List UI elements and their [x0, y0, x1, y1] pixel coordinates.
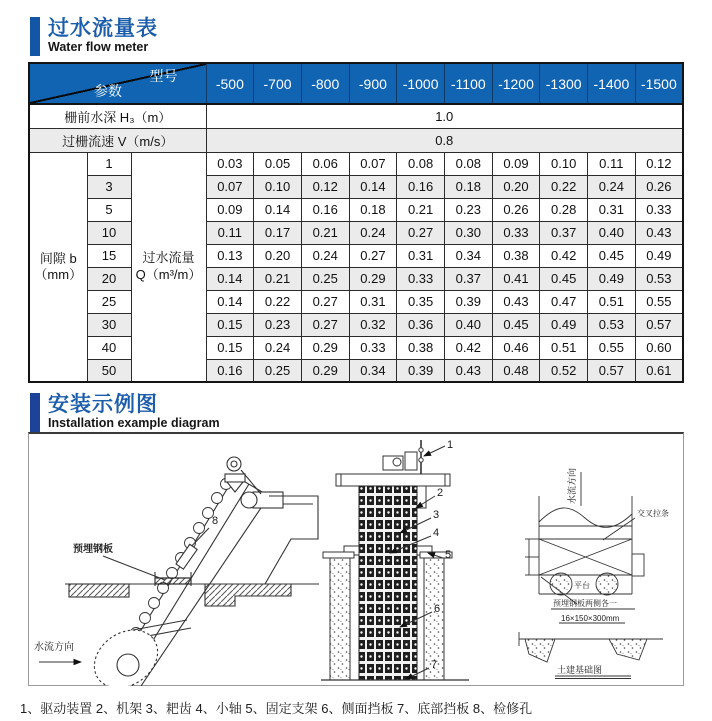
foundation-label: 土建基础图 [557, 665, 603, 675]
flow-value-cell: 0.27 [301, 313, 349, 336]
flow-value-cell: 0.33 [635, 198, 683, 221]
flow-value-cell: 0.16 [206, 359, 254, 382]
flow-value-cell: 0.38 [492, 244, 540, 267]
flow-value-cell: 0.45 [492, 313, 540, 336]
flow-value-cell: 0.53 [635, 267, 683, 290]
flow-value-cell: 0.23 [254, 313, 302, 336]
flow-data-row [29, 244, 683, 267]
parts-legend-caption: 1、驱动装置 2、机架 3、耙齿 4、小轴 5、固定支架 6、侧面挡板 7、底部挡板 8、检修孔 [20, 701, 533, 716]
flow-direction-label: 水流方向 [34, 642, 74, 653]
flow-data-row [29, 290, 683, 313]
flow-value-cell: 0.22 [540, 175, 588, 198]
plan-view-drawing [507, 434, 683, 686]
flow-value-cell: 0.14 [349, 175, 397, 198]
flow-value-cell: 0.36 [397, 313, 445, 336]
gap-value: 50 [87, 359, 131, 382]
flow-value-cell: 0.37 [540, 221, 588, 244]
callout-5: 5 [445, 549, 452, 561]
callout-6: 6 [434, 603, 441, 615]
flow-value-cell: 0.17 [254, 221, 302, 244]
flow-value-cell: 0.57 [635, 313, 683, 336]
flow-value-cell: 0.31 [349, 290, 397, 313]
velocity-row [29, 128, 683, 152]
corner-label-parameter: 参数 [94, 83, 122, 99]
flow-value-cell: 0.43 [635, 221, 683, 244]
flow-value-cell: 0.27 [349, 244, 397, 267]
front-view-drawing [321, 434, 507, 686]
flow-value-cell: 0.11 [588, 152, 636, 175]
flow-value-cell: 0.60 [635, 336, 683, 359]
flow-value-cell: 0.31 [588, 198, 636, 221]
flow-value-cell: 0.07 [206, 175, 254, 198]
flow-label-line1: 过水流量 [142, 249, 195, 265]
flow-value-cell: 0.11 [206, 221, 254, 244]
flow-value-cell: 0.23 [444, 198, 492, 221]
plate-note-label: 预埋钢板两侧各一 [553, 599, 617, 608]
flow-value-cell: 0.34 [444, 244, 492, 267]
flow-value-cell: 0.24 [254, 336, 302, 359]
model-header: -700 [254, 63, 302, 104]
flow-value-cell: 0.48 [492, 359, 540, 382]
flow-value-cell: 0.52 [540, 359, 588, 382]
flow-value-cell: 0.24 [301, 244, 349, 267]
gap-value: 3 [87, 175, 131, 198]
flow-value-cell: 0.33 [492, 221, 540, 244]
flow-value-cell: 0.33 [349, 336, 397, 359]
flow-value-cell: 0.07 [349, 152, 397, 175]
flow-value-cell: 0.15 [206, 336, 254, 359]
flow-value-cell: 0.49 [540, 313, 588, 336]
installation-section-title [30, 393, 220, 432]
flow-value-cell: 0.27 [397, 221, 445, 244]
flow-value-cell: 0.26 [492, 198, 540, 221]
corner-header-cell [29, 63, 206, 104]
flow-value-cell: 0.16 [397, 175, 445, 198]
flow-label-line2: Q（m³/m） [135, 266, 202, 282]
flow-value-cell: 0.45 [588, 244, 636, 267]
flow-value-cell: 0.09 [206, 198, 254, 221]
flow-data-row [29, 267, 683, 290]
flow-value-cell: 0.31 [397, 244, 445, 267]
cross-brace-label: 交叉拉条 [637, 509, 669, 518]
section-title-en: Installation example diagram [48, 416, 220, 431]
model-header: -800 [301, 63, 349, 104]
flow-value-cell: 0.09 [492, 152, 540, 175]
flow-value-cell: 0.21 [397, 198, 445, 221]
flow-table-section-title [30, 17, 158, 56]
flow-value-cell: 0.35 [397, 290, 445, 313]
flow-data-row [29, 198, 683, 221]
flow-value-cell: 0.40 [444, 313, 492, 336]
callout-3: 3 [433, 509, 440, 521]
flow-value-cell: 0.12 [301, 175, 349, 198]
model-header: -1200 [492, 63, 540, 104]
corner-label-model: 型号 [149, 68, 178, 84]
gap-value: 30 [87, 313, 131, 336]
flow-direction-label: 水流方向 [567, 467, 577, 504]
model-header: -1400 [588, 63, 636, 104]
flow-value-cell: 0.49 [588, 267, 636, 290]
flow-value-cell: 0.41 [492, 267, 540, 290]
flow-value-cell: 0.10 [254, 175, 302, 198]
plate-dimension-label: 16×150×300mm [561, 614, 620, 623]
gap-value: 5 [87, 198, 131, 221]
flow-value-cell: 0.29 [301, 336, 349, 359]
flow-data-row [29, 152, 683, 175]
flow-value-cell: 0.51 [588, 290, 636, 313]
gap-label: 间隙 b（mm） [29, 152, 87, 382]
flow-value-cell: 0.12 [635, 152, 683, 175]
flow-value-cell: 0.21 [301, 221, 349, 244]
depth-row [29, 104, 683, 128]
model-header: -900 [349, 63, 397, 104]
platform-label: 平台 [574, 581, 590, 590]
flow-value-cell: 0.61 [635, 359, 683, 382]
gap-value: 40 [87, 336, 131, 359]
flow-value-cell: 0.14 [206, 290, 254, 313]
flow-value-cell: 0.38 [397, 336, 445, 359]
flow-value-cell: 0.05 [254, 152, 302, 175]
flow-value-cell: 0.28 [540, 198, 588, 221]
installation-diagram-panel [28, 432, 684, 686]
flow-value-cell: 0.32 [349, 313, 397, 336]
flow-label [131, 152, 206, 382]
callout-1: 1 [447, 439, 454, 451]
callout-4: 4 [433, 527, 440, 539]
flow-value-cell: 0.18 [349, 198, 397, 221]
embedded-plate-label: 预埋钢板 [73, 544, 113, 555]
section-title-zh: 安装示例图 [48, 393, 158, 416]
flow-value-cell: 0.26 [635, 175, 683, 198]
flow-value-cell: 0.25 [301, 267, 349, 290]
gap-value: 10 [87, 221, 131, 244]
callout-7: 7 [431, 659, 438, 671]
flow-value-cell: 0.08 [444, 152, 492, 175]
flow-value-cell: 0.29 [349, 267, 397, 290]
flow-data-row [29, 221, 683, 244]
flow-value-cell: 0.29 [301, 359, 349, 382]
flow-value-cell: 0.37 [444, 267, 492, 290]
flow-data-row [29, 313, 683, 336]
gap-value: 15 [87, 244, 131, 267]
flow-value-cell: 0.27 [301, 290, 349, 313]
flow-value-cell: 0.42 [444, 336, 492, 359]
flow-value-cell: 0.30 [444, 221, 492, 244]
flow-value-cell: 0.43 [492, 290, 540, 313]
model-header: -1500 [635, 63, 683, 104]
velocity-value: 0.8 [206, 128, 683, 152]
flow-value-cell: 0.53 [588, 313, 636, 336]
flow-data-row [29, 336, 683, 359]
flow-value-cell: 0.03 [206, 152, 254, 175]
flow-value-cell: 0.10 [540, 152, 588, 175]
flow-value-cell: 0.24 [349, 221, 397, 244]
title-accent-bar [30, 393, 40, 432]
flow-value-cell: 0.42 [540, 244, 588, 267]
flow-value-cell: 0.16 [301, 198, 349, 221]
flow-value-cell: 0.20 [492, 175, 540, 198]
depth-value: 1.0 [206, 104, 683, 128]
side-view-drawing [29, 434, 321, 686]
callout-8: 8 [212, 515, 219, 527]
gap-value: 1 [87, 152, 131, 175]
flow-value-cell: 0.14 [206, 267, 254, 290]
velocity-label: 过栅流速 V（m/s） [29, 128, 206, 152]
flow-value-cell: 0.21 [254, 267, 302, 290]
flow-value-cell: 0.51 [540, 336, 588, 359]
flow-value-cell: 0.46 [492, 336, 540, 359]
flow-value-cell: 0.33 [397, 267, 445, 290]
water-flow-table [28, 62, 684, 383]
flow-value-cell: 0.08 [397, 152, 445, 175]
flow-value-cell: 0.57 [588, 359, 636, 382]
gap-value: 25 [87, 290, 131, 313]
flow-value-cell: 0.20 [254, 244, 302, 267]
flow-value-cell: 0.39 [397, 359, 445, 382]
flow-value-cell: 0.34 [349, 359, 397, 382]
flow-value-cell: 0.55 [635, 290, 683, 313]
flow-value-cell: 0.14 [254, 198, 302, 221]
flow-value-cell: 0.24 [588, 175, 636, 198]
flow-data-row [29, 175, 683, 198]
flow-value-cell: 0.47 [540, 290, 588, 313]
flow-value-cell: 0.13 [206, 244, 254, 267]
flow-data-row [29, 359, 683, 382]
model-header: -1000 [397, 63, 445, 104]
title-accent-bar [30, 17, 40, 56]
model-header: -500 [206, 63, 254, 104]
flow-value-cell: 0.22 [254, 290, 302, 313]
flow-value-cell: 0.43 [444, 359, 492, 382]
flow-value-cell: 0.25 [254, 359, 302, 382]
model-header: -1300 [540, 63, 588, 104]
gap-value: 20 [87, 267, 131, 290]
flow-value-cell: 0.06 [301, 152, 349, 175]
flow-value-cell: 0.39 [444, 290, 492, 313]
table-header-row [29, 63, 683, 104]
flow-value-cell: 0.55 [588, 336, 636, 359]
flow-value-cell: 0.15 [206, 313, 254, 336]
section-title-en: Water flow meter [48, 40, 149, 55]
flow-value-cell: 0.18 [444, 175, 492, 198]
callout-2: 2 [437, 487, 444, 499]
flow-value-cell: 0.40 [588, 221, 636, 244]
model-header: -1100 [444, 63, 492, 104]
flow-value-cell: 0.45 [540, 267, 588, 290]
section-title-zh: 过水流量表 [48, 17, 158, 40]
flow-value-cell: 0.49 [635, 244, 683, 267]
depth-label: 栅前水深 H₃（m） [29, 104, 206, 128]
